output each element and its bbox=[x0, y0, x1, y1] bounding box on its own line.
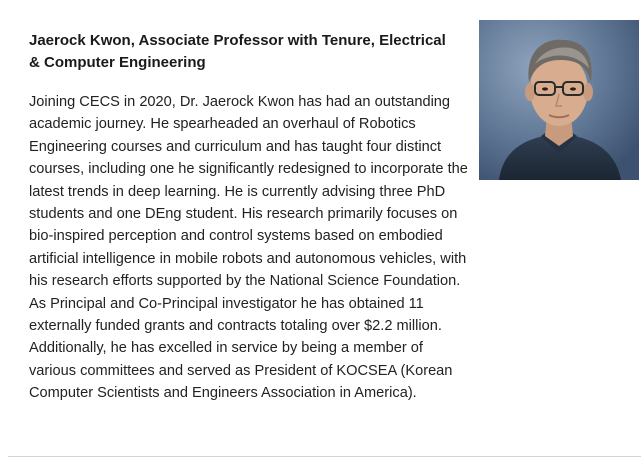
profile-bio: Joining CECS in 2020, Dr. Jaerock Kwon has had an outstanding academic journey. He spearheaded an overhaul of Robotics Engineering courses and curriculum and has taught four distinct courses, including one he significantly redesigned to incorporate the latest trends in deep learning. He is currently advising three PhD students and one DEng student. His research primarily focuses on bio-inspired perception and control systems based on embodied artificial intelligence in mobile robots and autonomous vehicles, with his research efforts supported by the National Science Foundation. As Principal and Co-Principal investigator he has obtained 11 externally funded grants and contracts totaling over $2.2 million. Additionally, he has excelled in service by being a member of various committees and served as President of KOCSEA (Korean Computer Scientists and Engineers Association in America). bbox=[29, 94, 468, 402]
section-divider bbox=[8, 456, 641, 457]
portrait-photo bbox=[479, 20, 639, 180]
portrait-illustration bbox=[479, 20, 639, 180]
profile-name-title: Jaerock Kwon, Associate Professor with Tenure, Electrical & Computer Engineering bbox=[29, 32, 446, 71]
